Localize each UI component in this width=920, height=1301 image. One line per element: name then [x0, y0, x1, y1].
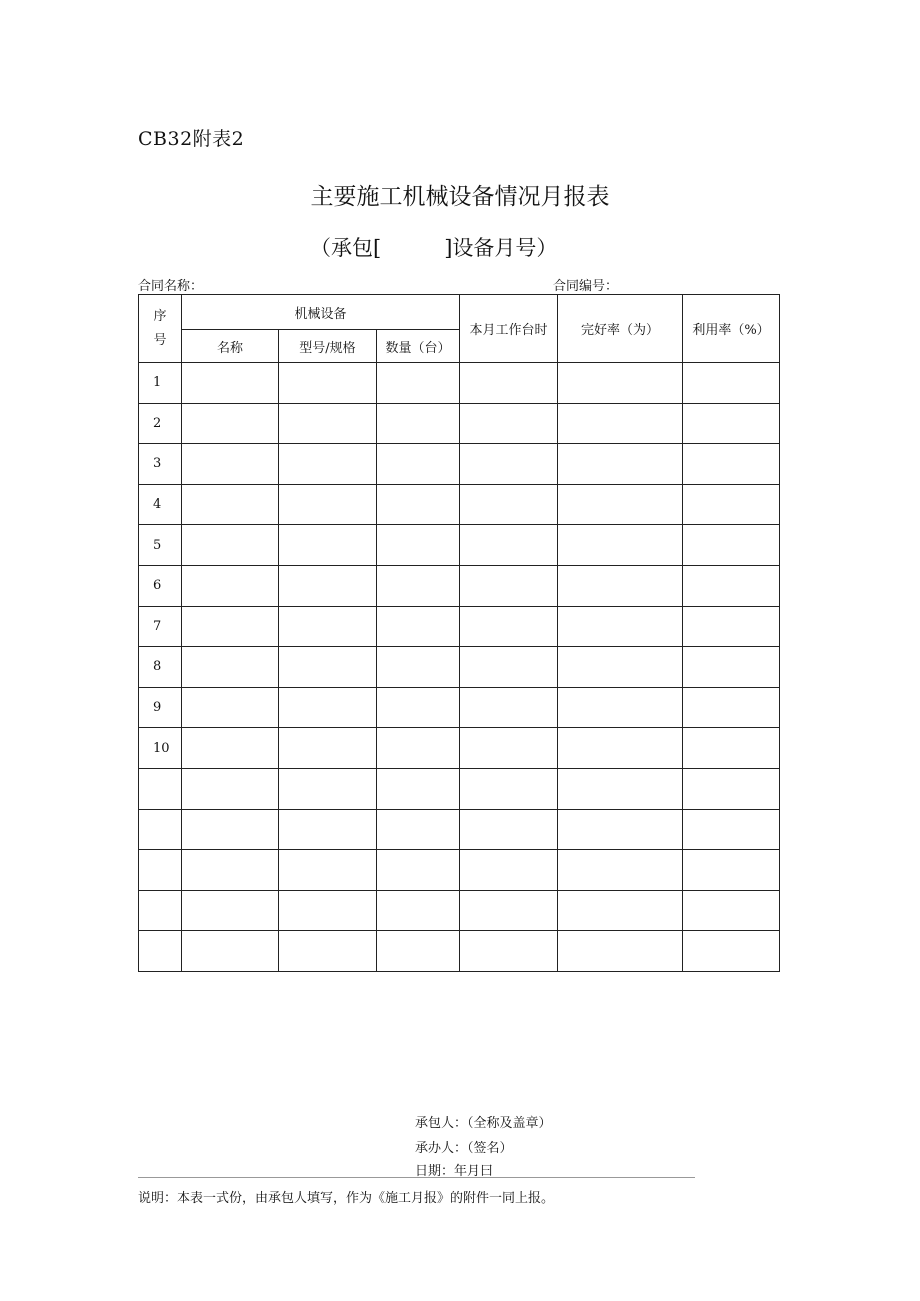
table-row: [139, 931, 780, 972]
table-cell[interactable]: [460, 525, 558, 566]
table-cell[interactable]: [460, 809, 558, 850]
table-cell[interactable]: [377, 687, 460, 728]
table-cell[interactable]: [460, 890, 558, 931]
table-cell[interactable]: [182, 768, 279, 809]
row-seq: 4: [139, 484, 182, 525]
table-cell[interactable]: [377, 606, 460, 647]
row-seq: 8: [139, 647, 182, 688]
table-cell[interactable]: [558, 403, 683, 444]
table-cell[interactable]: [182, 809, 279, 850]
table-cell[interactable]: [460, 728, 558, 769]
table-cell[interactable]: [558, 565, 683, 606]
table-cell[interactable]: [460, 850, 558, 891]
header-seq-label: 序号: [153, 308, 167, 348]
table-cell[interactable]: [279, 363, 377, 404]
row-seq: [139, 768, 182, 809]
table-cell[interactable]: [377, 850, 460, 891]
row-seq: 1: [139, 363, 182, 404]
table-cell[interactable]: [377, 890, 460, 931]
table-cell[interactable]: [279, 890, 377, 931]
table-cell[interactable]: [683, 890, 780, 931]
table-cell[interactable]: [558, 363, 683, 404]
table-cell[interactable]: [377, 768, 460, 809]
table-cell[interactable]: [182, 728, 279, 769]
row-seq: 9: [139, 687, 182, 728]
table-row: [139, 606, 780, 647]
header-equipment: 机械设备: [182, 295, 460, 330]
header-name: 名称: [182, 330, 279, 363]
header-utilization-rate: 利用率（%）: [683, 295, 780, 363]
table-cell[interactable]: [182, 606, 279, 647]
table-cell[interactable]: [182, 890, 279, 931]
table-cell[interactable]: [279, 565, 377, 606]
table-cell[interactable]: [558, 850, 683, 891]
table-cell[interactable]: [683, 565, 780, 606]
table-cell[interactable]: [279, 931, 377, 972]
row-seq: 7: [139, 606, 182, 647]
table-cell[interactable]: [558, 768, 683, 809]
table-cell[interactable]: [279, 809, 377, 850]
table-row: [139, 809, 780, 850]
table-cell[interactable]: [683, 768, 780, 809]
header-hours: 本月工作台时: [460, 295, 558, 363]
table-cell[interactable]: [279, 687, 377, 728]
row-seq: [139, 890, 182, 931]
contract-name-label: 合同名称：: [138, 279, 204, 294]
form-code: CB32附表2: [138, 128, 245, 150]
table-row: [139, 850, 780, 891]
table-row: [139, 890, 780, 931]
table-cell[interactable]: [683, 931, 780, 972]
row-seq: [139, 850, 182, 891]
table-cell[interactable]: [377, 484, 460, 525]
header-quantity: 数量（台）: [377, 330, 460, 363]
table-cell[interactable]: [377, 363, 460, 404]
table-cell[interactable]: [182, 363, 279, 404]
table-cell[interactable]: [683, 484, 780, 525]
table-cell[interactable]: [683, 850, 780, 891]
table-cell[interactable]: [558, 647, 683, 688]
contract-no-label: 合同编号：: [553, 279, 619, 294]
table-cell[interactable]: [683, 444, 780, 485]
table-cell[interactable]: [460, 931, 558, 972]
table-cell[interactable]: [558, 809, 683, 850]
signature-date: 日期：年月曰: [415, 1164, 494, 1179]
table-row: [139, 565, 780, 606]
table-cell[interactable]: [279, 484, 377, 525]
row-seq: [139, 931, 182, 972]
row-seq: 3: [139, 444, 182, 485]
row-seq: 10: [139, 728, 182, 769]
table-cell[interactable]: [558, 444, 683, 485]
table-cell[interactable]: [377, 525, 460, 566]
table-cell[interactable]: [182, 484, 279, 525]
divider-line: [138, 1177, 695, 1178]
table-cell[interactable]: [279, 606, 377, 647]
signature-handler: 承办人：（签名）: [415, 1141, 513, 1156]
equipment-table: [138, 294, 780, 972]
table-row: [139, 768, 780, 809]
table-cell[interactable]: [558, 606, 683, 647]
table-cell[interactable]: [460, 647, 558, 688]
table-cell[interactable]: [683, 363, 780, 404]
table-cell[interactable]: [683, 687, 780, 728]
table-cell[interactable]: [279, 403, 377, 444]
table-cell[interactable]: [683, 403, 780, 444]
table-row: [139, 484, 780, 525]
table-cell[interactable]: [279, 444, 377, 485]
table-cell[interactable]: [683, 728, 780, 769]
table-cell[interactable]: [279, 850, 377, 891]
table-cell[interactable]: [182, 565, 279, 606]
table-cell[interactable]: [558, 525, 683, 566]
table-row: [139, 728, 780, 769]
table-row: [139, 525, 780, 566]
table-cell[interactable]: [182, 850, 279, 891]
row-seq: 5: [139, 525, 182, 566]
row-seq: 6: [139, 565, 182, 606]
table-cell[interactable]: [683, 809, 780, 850]
table-cell[interactable]: [558, 484, 683, 525]
table-cell[interactable]: [683, 606, 780, 647]
row-seq: 2: [139, 403, 182, 444]
table-cell[interactable]: [377, 809, 460, 850]
table-cell[interactable]: [683, 647, 780, 688]
table-cell[interactable]: [182, 525, 279, 566]
table-cell[interactable]: [377, 565, 460, 606]
table-cell[interactable]: [182, 647, 279, 688]
footer-note: 说明：本表一式份，由承包人填写，作为《施工月报》的附件一同上报。: [138, 1191, 555, 1206]
header-seq: [139, 295, 182, 363]
table-cell[interactable]: [558, 728, 683, 769]
table-cell[interactable]: [377, 647, 460, 688]
table-cell[interactable]: [460, 768, 558, 809]
table-cell[interactable]: [377, 728, 460, 769]
table-cell[interactable]: [182, 403, 279, 444]
table-cell[interactable]: [460, 565, 558, 606]
table-cell[interactable]: [377, 931, 460, 972]
table-cell[interactable]: [182, 444, 279, 485]
table-cell[interactable]: [460, 484, 558, 525]
table-cell[interactable]: [279, 728, 377, 769]
signature-contractor: 承包人：（全称及盖章）: [415, 1116, 552, 1131]
table-cell[interactable]: [377, 444, 460, 485]
table-cell[interactable]: [377, 403, 460, 444]
table-row: [139, 687, 780, 728]
table-cell[interactable]: [558, 931, 683, 972]
page-subtitle: （承包[ ]设备月号）: [310, 236, 558, 260]
table-row: [139, 444, 780, 485]
row-seq: [139, 809, 182, 850]
header-intact-rate: 完好率（为）: [558, 295, 683, 363]
table-cell[interactable]: [460, 606, 558, 647]
page-title: 主要施工机械设备情况月报表: [310, 184, 610, 210]
table-cell[interactable]: [279, 768, 377, 809]
table-cell[interactable]: [182, 687, 279, 728]
table-row: [139, 647, 780, 688]
table-cell[interactable]: [460, 363, 558, 404]
table-cell[interactable]: [279, 525, 377, 566]
table-cell[interactable]: [460, 687, 558, 728]
table-cell[interactable]: [182, 931, 279, 972]
table-row: [139, 403, 780, 444]
table-cell[interactable]: [558, 890, 683, 931]
table-cell[interactable]: [460, 403, 558, 444]
table-cell[interactable]: [558, 687, 683, 728]
table-cell[interactable]: [460, 444, 558, 485]
table-cell[interactable]: [279, 647, 377, 688]
header-model: 型号/规格: [279, 330, 377, 363]
table-row: [139, 363, 780, 404]
table-cell[interactable]: [683, 525, 780, 566]
